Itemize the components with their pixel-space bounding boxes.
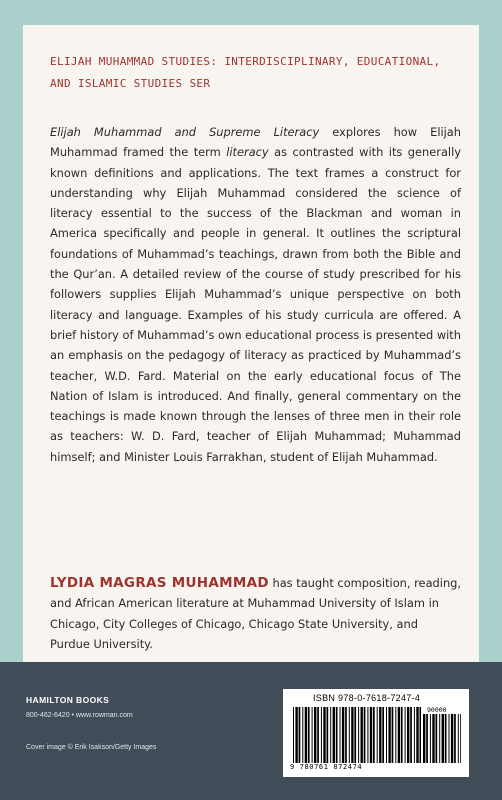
- barcode-bar: [330, 707, 331, 763]
- series-title-line-2: AND ISLAMIC STUDIES SER: [50, 77, 211, 90]
- book-description: [50, 122, 461, 467]
- barcode-bar: [458, 714, 459, 763]
- barcode-bar: [361, 707, 363, 763]
- barcode-bar: [401, 707, 403, 763]
- barcode-bar: [321, 707, 322, 763]
- barcode-bar: [451, 714, 453, 763]
- book-title: Elijah Muhammad and Supreme Literacy: [50, 125, 320, 139]
- series-title-line-1: ELIJAH MUHAMMAD STUDIES: INTERDISCIPLINARY, EDUCATIONAL,: [50, 55, 441, 68]
- barcode-bar: [317, 707, 319, 763]
- barcode-bar: [420, 707, 422, 763]
- barcode-bar: [410, 707, 412, 763]
- barcode-bar: [423, 714, 425, 763]
- barcode-bar: [439, 714, 440, 763]
- author-bio: [50, 573, 461, 654]
- barcode-bar: [432, 714, 434, 763]
- barcode-bar: [388, 707, 390, 763]
- barcode-bar: [354, 707, 356, 763]
- barcode-bar: [345, 707, 347, 763]
- barcode-bar: [430, 714, 431, 763]
- isbn-number: ISBN 978-0-7618-7247-4: [313, 693, 421, 703]
- barcode-bar: [327, 707, 329, 763]
- barcode-bar: [293, 707, 294, 763]
- barcode-bar: [436, 714, 438, 763]
- series-title: [50, 51, 460, 95]
- barcode-bar: [302, 707, 303, 763]
- barcode-bar: [392, 707, 394, 763]
- description-text-2: as contrasted with its generally known definitions and applications. The text frames a construct for understanding why Elijah Muhammad considered the science of literacy essential to the success of the Blackman and woman in America specifically and people in general. It outlines the scriptural foundations of Muhammad’s teachings, drawn from both the Bible and the Qur’an. A detailed review of the course of study prescribed for his followers supplies Elijah Muhammad’s unique perspective on both literacy and language. Examples of his study curricula are offered. A brief history of Muhammad’s own educational process is presented with an emphasis on the pedagogy of literacy as practiced by Muhammad’s teacher, W.D. Fard. Material on the early educational focus of The Nation of Islam is introduced. And finally, general commentary on the teachings is made known through the lenses of three men in their role as teachers: W. D. Fard, teacher of Elijah Muhammad; Muhammad himself; and Minister Louis Farrakhan, student of Elijah Muhammad.: [50, 145, 461, 464]
- publisher-name: HAMILTON BOOKS: [26, 695, 110, 705]
- price-addon-digits: 90000: [427, 706, 447, 714]
- barcode-bar: [367, 707, 368, 763]
- addon-barcode-bars: [423, 714, 461, 763]
- barcode-bar: [364, 707, 366, 763]
- barcode-bar: [395, 707, 396, 763]
- barcode-bar: [340, 707, 341, 763]
- barcode-bar: [308, 707, 310, 763]
- author-bio-text: has taught composition, reading, and African American literature at Muhammad University of Islam in Chicago, City Colleges of Chicago, Chicago State University, and Purdue University.: [50, 576, 462, 651]
- barcode-bar: [405, 707, 406, 763]
- barcode-bar: [382, 707, 384, 763]
- author-name: LYDIA MAGRAS MUHAMMAD: [50, 575, 269, 591]
- footer-band: [0, 662, 502, 800]
- barcode-bar: [342, 707, 344, 763]
- publisher-contact: 800-462-6420 • www.rowman.com: [26, 712, 133, 719]
- barcode-bar: [351, 707, 353, 763]
- barcode-bar: [398, 707, 400, 763]
- term-literacy: literacy: [226, 145, 269, 160]
- barcode-bar: [426, 714, 428, 763]
- barcode-bar: [358, 707, 359, 763]
- barcode-bar: [295, 707, 297, 763]
- barcode-bar: [386, 707, 387, 763]
- barcode-bar: [336, 707, 338, 763]
- barcode-bar: [460, 714, 461, 763]
- barcode-bar: [416, 707, 418, 763]
- back-cover-panel: [23, 25, 479, 662]
- barcode-bar: [314, 707, 316, 763]
- isbn-barcode: [283, 689, 469, 777]
- description-text-1: explores how Elijah Muhammad framed the term: [50, 125, 462, 160]
- ean-digits: 9 780761 872474: [290, 763, 363, 771]
- barcode-bar: [373, 707, 375, 763]
- barcode-bar: [312, 707, 313, 763]
- barcode-bar: [407, 707, 409, 763]
- barcode-bar: [377, 707, 378, 763]
- barcode-bar: [370, 707, 372, 763]
- barcode-bar: [449, 714, 450, 763]
- barcode-bar: [305, 707, 307, 763]
- barcode-bar: [414, 707, 415, 763]
- cover-credit: Cover image © Erik Isakson/Getty Images: [26, 744, 157, 751]
- barcode-bar: [379, 707, 381, 763]
- barcode-bar: [299, 707, 301, 763]
- barcode-bars: [293, 707, 421, 763]
- barcode-bar: [454, 714, 456, 763]
- barcode-bar: [323, 707, 325, 763]
- barcode-bar: [333, 707, 335, 763]
- barcode-bar: [349, 707, 350, 763]
- barcode-bar: [445, 714, 447, 763]
- barcode-bar: [442, 714, 444, 763]
